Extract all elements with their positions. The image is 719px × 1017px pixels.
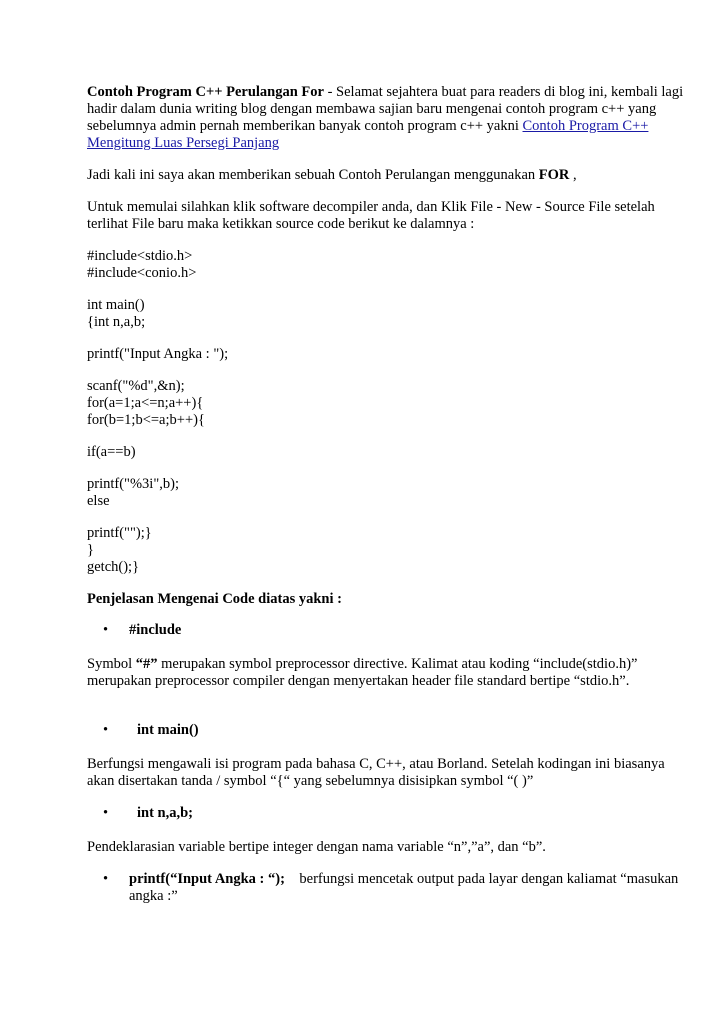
intro-paragraph [87, 84, 687, 152]
bullet-main [87, 722, 687, 739]
item-label: printf(“Input Angka : “); [129, 871, 285, 887]
main-description: Berfungsi mengawali isi program pada bahasa C, C++, atau Borland. Setelah kodingan ini biasanya akan disertakan tanda / symbol “{“ yang sebelumnya disisipkan symbol “( )” [87, 756, 665, 789]
for-keyword: FOR [538, 167, 570, 183]
code-line: for(b=1;b<=a;b++){ [87, 412, 205, 428]
bullet-icon: • [103, 805, 109, 821]
item-label: int main() [137, 722, 199, 738]
bullet-vars [87, 805, 687, 822]
start-paragraph: Untuk memulai silahkan klik software decompiler anda, dan Klik File - New - Source File setelah terlihat File baru maka ketikkan source code berikut ke dalamnya : [87, 199, 655, 232]
item-label: int n,a,b; [137, 805, 194, 821]
code-line: } [87, 542, 94, 558]
intro-title: Contoh Program C++ Perulangan For [87, 84, 324, 100]
code-line: #include<conio.h> [87, 265, 197, 281]
code-line: printf("Input Angka : "); [87, 346, 229, 362]
intro-text: - Selamat sejahtera buat para readers di blog ini, kembali lagi hadir dalam dunia writing blog dengan membawa sajian baru mengenai contoh program c++ yang sebelumnya admin pernah memberikan banyak contoh program c++ yakni [87, 84, 684, 134]
code-line: #include<stdio.h> [87, 248, 193, 264]
code-line: getch();} [87, 559, 140, 575]
bullet-icon: • [103, 871, 109, 887]
include-description [87, 656, 687, 690]
code-line: printf("%3i",b); [87, 476, 179, 492]
include-desc-post: merupakan symbol preprocessor directive. Kalimat atau koding “include(stdio.h)” merupakan preprocessor compiler dengan menyertakan header file standard bertipe “stdio.h”. [87, 656, 638, 689]
code-printf-input [87, 346, 687, 363]
code-includes [87, 248, 687, 282]
document-page [87, 84, 687, 922]
bullet-printf [87, 871, 687, 905]
code-line: {int n,a,b; [87, 314, 146, 330]
related-post-link[interactable]: Contoh Program C++ Mengitung Luas Persegi Panjang [87, 118, 649, 151]
list-item [87, 622, 687, 639]
code-loops [87, 378, 687, 429]
code-line: else [87, 493, 110, 509]
bullet-include [87, 622, 687, 639]
code-line: if(a==b) [87, 444, 136, 460]
code-if [87, 444, 687, 461]
code-print-else [87, 476, 687, 510]
for-text: Jadi kali ini saya akan memberikan sebuah Contoh Perulangan menggunakan [87, 167, 539, 183]
include-desc-bold: “#” [135, 656, 158, 672]
code-line: scanf("%d",&n); [87, 378, 185, 394]
explanation-heading [87, 591, 687, 608]
code-line: for(a=1;a<=n;a++){ [87, 395, 204, 411]
include-desc-pre: Symbol [87, 656, 136, 672]
list-item [87, 871, 687, 905]
bullet-icon: • [103, 722, 109, 738]
code-line: printf("");} [87, 525, 152, 541]
for-paragraph [87, 167, 687, 184]
for-tail: , [569, 167, 577, 183]
printf-description: berfungsi mencetak output pada layar dengan kaliamat “masukan angka :” [129, 871, 682, 904]
code-line: int main() [87, 297, 145, 313]
code-main [87, 297, 687, 331]
vars-description: Pendeklarasian variable bertipe integer dengan nama variable “n”,”a”, dan “b”. [87, 839, 546, 855]
item-label: #include [129, 622, 182, 638]
list-item [87, 722, 687, 739]
bullet-icon: • [103, 622, 109, 638]
explanation-heading-text: Penjelasan Mengenai Code diatas yakni : [87, 591, 342, 607]
list-item [87, 805, 687, 822]
code-closing [87, 525, 687, 576]
